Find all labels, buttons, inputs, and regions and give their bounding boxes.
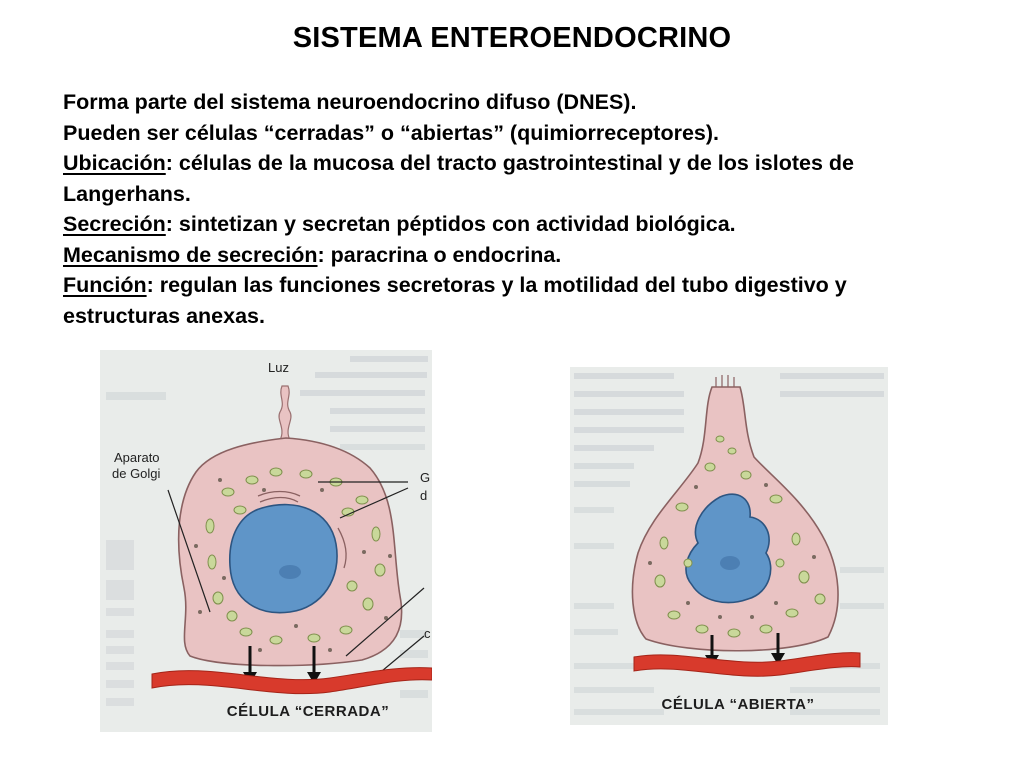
label-c-cut: c xyxy=(424,626,431,641)
open-cell-illustration xyxy=(570,367,888,725)
figure-closed-cell xyxy=(100,350,432,732)
line-funcion xyxy=(63,270,963,331)
line-dnes: Forma parte del sistema neuroendocrino difuso (DNES). xyxy=(63,90,637,114)
closed-cell-illustration xyxy=(100,350,432,732)
mecanismo-label: Mecanismo de secreción xyxy=(63,242,318,267)
nucleolus xyxy=(279,565,301,579)
slide-title: SISTEMA ENTEROENDOCRINO xyxy=(292,22,732,54)
slide-body xyxy=(63,87,963,331)
label-lumen: Luz xyxy=(268,360,289,375)
funcion-label: Función xyxy=(63,273,147,297)
caption-open-cell: CÉLULA “ABIERTA” xyxy=(661,696,815,713)
mecanismo-text: : paracrina o endocrina. xyxy=(317,242,562,267)
label-golgi-line2: de Golgi xyxy=(112,466,161,481)
label-g-cut: G xyxy=(420,470,431,485)
figure-open-cell xyxy=(570,367,888,725)
caption-closed-cell: CÉLULA “CERRADA” xyxy=(226,703,390,720)
label-golgi-line1: Aparato xyxy=(114,450,160,465)
line-mecanismo xyxy=(63,240,963,271)
label-d-cut: d xyxy=(420,488,428,503)
line-ubicacion xyxy=(63,148,963,209)
line-secrecion xyxy=(63,209,963,240)
ubicacion-label: Ubicación xyxy=(63,151,166,175)
nucleus xyxy=(230,505,337,613)
secrecion-label: Secreción xyxy=(63,212,166,236)
line-cell-types: Pueden ser células “cerradas” o “abiertas” (quimiorreceptores). xyxy=(63,120,720,145)
secrecion-text: : sintetizan y secretan péptidos con actividad biológica. xyxy=(165,212,736,236)
nucleolus xyxy=(720,556,740,570)
funcion-text: : regulan las funciones secretoras y la motilidad del tubo digestivo y estructuras anexas. xyxy=(63,273,847,328)
ubicacion-text: : células de la mucosa del tracto gastrointestinal y de los islotes de Langerhans. xyxy=(63,151,854,206)
